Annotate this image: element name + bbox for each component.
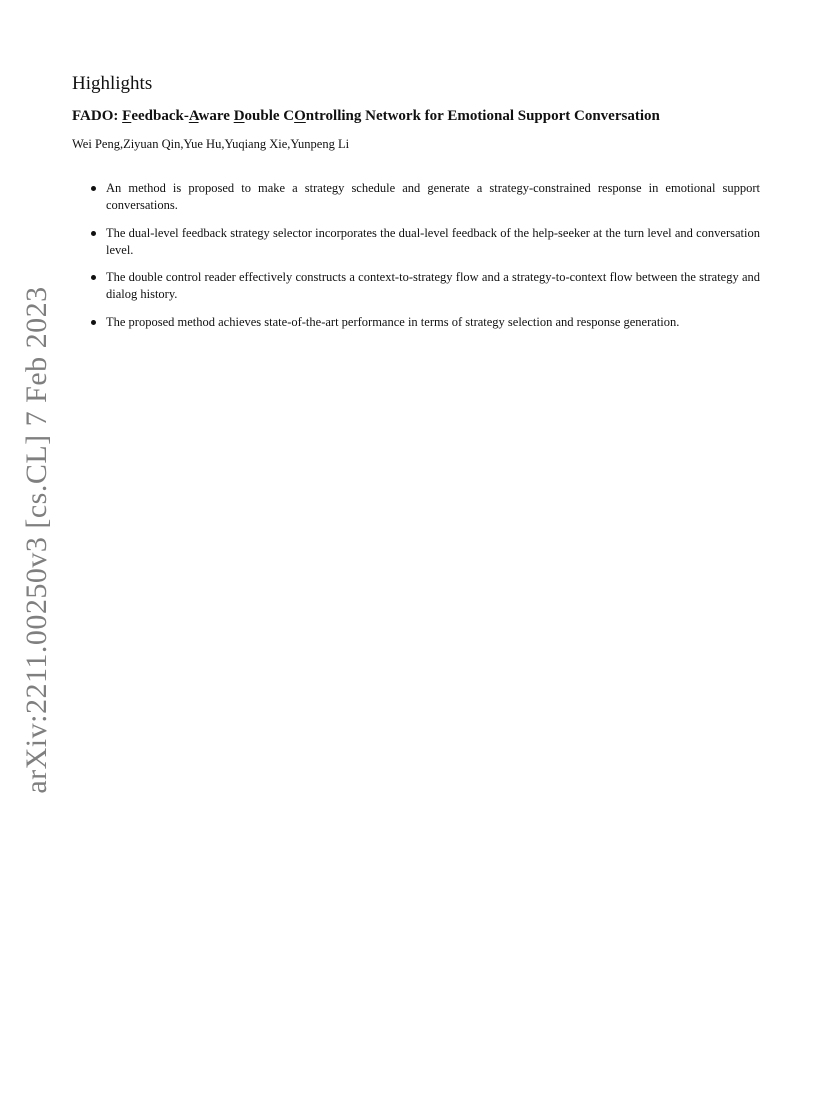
highlight-text: The dual-level feedback strategy selector incorporates the dual-level feedback of the help-seeker at the turn level and conversation level. (106, 225, 760, 257)
highlight-item (88, 225, 760, 259)
bullet-icon (91, 275, 96, 280)
highlight-item (88, 314, 760, 331)
title-segment-underlined: O (294, 108, 306, 124)
highlight-item (88, 269, 760, 303)
highlight-text: The proposed method achieves state-of-the-art performance in terms of strategy selection and response generation. (106, 314, 680, 329)
title-segment: ouble C (244, 108, 295, 124)
title-segment-underlined: A (188, 108, 199, 124)
bullet-icon (91, 320, 96, 325)
title-segment-underlined: D (233, 108, 245, 124)
bullet-icon (91, 186, 96, 191)
highlight-item (88, 180, 760, 214)
paper-title (72, 108, 772, 125)
arxiv-side-stamp: arXiv:2211.00250v3 [cs.CL] 7 Feb 2023 (20, 286, 53, 794)
highlights-list (88, 180, 760, 341)
title-segment-underlined: F (122, 108, 132, 124)
author-list: Wei Peng,Ziyuan Qin,Yue Hu,Yuqiang Xie,Yunpeng Li (72, 137, 350, 151)
highlights-heading: Highlights (72, 73, 153, 94)
bullet-icon (91, 231, 96, 236)
title-segment: ntrolling Network for Emotional Support Conversation (305, 108, 660, 124)
title-segment: eedback- (131, 108, 189, 124)
title-segment: FADO: (72, 108, 123, 124)
highlight-text: The double control reader effectively constructs a context-to-strategy flow and a strategy-to-context flow between the strategy and dialog history. (106, 270, 760, 301)
title-segment: ware (198, 108, 234, 124)
highlight-text: An method is proposed to make a strategy schedule and generate a strategy-constrained response in emotional support conversations. (106, 181, 760, 212)
